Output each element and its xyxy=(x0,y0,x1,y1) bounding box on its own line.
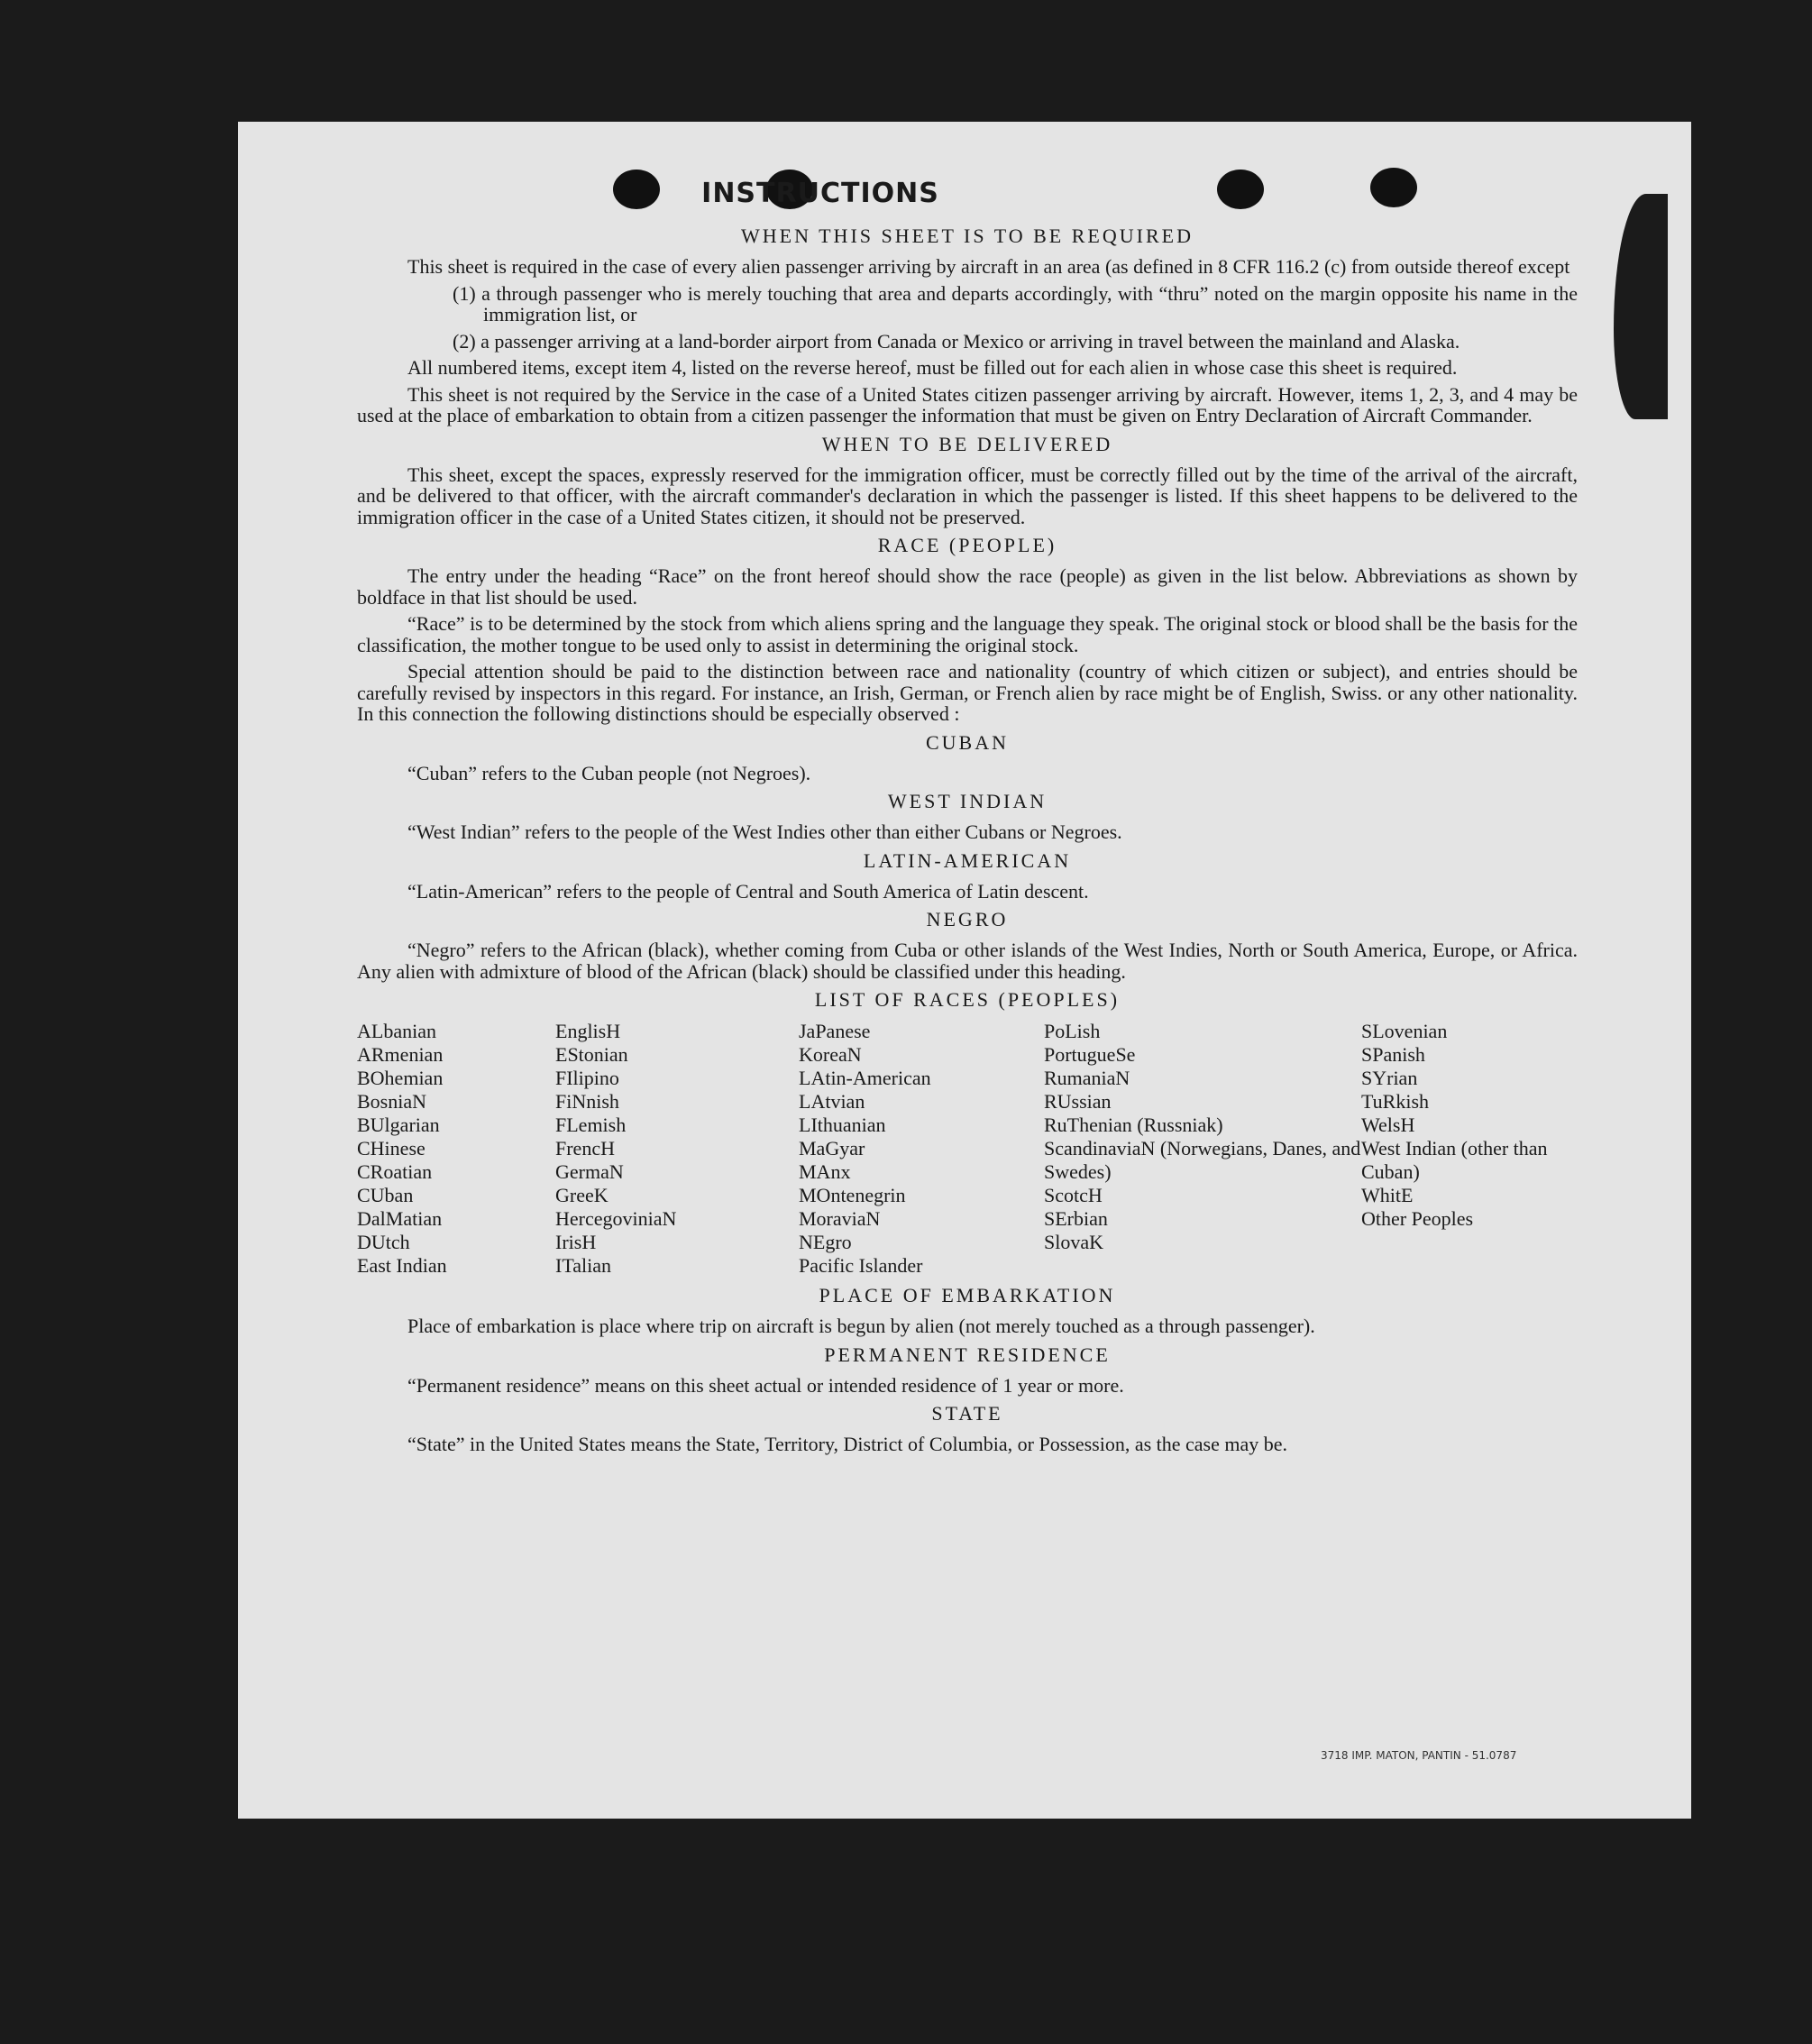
race-entry: TuRkish xyxy=(1361,1090,1430,1113)
race-entry: PortugueSe xyxy=(1044,1043,1136,1066)
race-entry: BOhemian xyxy=(357,1067,444,1089)
race-entry: WhitE xyxy=(1361,1184,1414,1206)
race-entry: IrisH xyxy=(555,1231,597,1253)
paragraph: This sheet is not required by the Service in the case of a United States citizen passenger arriving by aircraft. However, items 1, 2, 3, and 4 may be used at the place of embarkation to obtain from a citizen passenger the information that must be given on Entry Declaration of Aircraft Commander. xyxy=(357,382,1578,426)
race-entry: PoLish xyxy=(1044,1020,1101,1042)
race-entry: SlovaK xyxy=(1044,1231,1103,1253)
race-entry: BUlgarian xyxy=(357,1114,440,1136)
race-entry: FiNnish xyxy=(555,1090,619,1113)
races-table xyxy=(357,1020,1578,1278)
instructions-body xyxy=(357,218,1578,1461)
race-entry: ITalian xyxy=(555,1254,611,1277)
race-entry: RUssian xyxy=(1044,1090,1112,1113)
race-entry: LIthuanian xyxy=(799,1114,886,1136)
race-entry: RuThenian (Russniak) xyxy=(1044,1114,1223,1136)
race-entry: CUban xyxy=(357,1184,414,1206)
race-entry: LAtvian xyxy=(799,1090,865,1113)
heading-west-indian: WEST INDIAN xyxy=(887,790,1048,812)
race-entry: FIlipino xyxy=(555,1067,619,1089)
races-column xyxy=(1361,1020,1578,1278)
paragraph: “Latin-American” refers to the people of Central and South America of Latin descent. xyxy=(407,879,1089,903)
heading-cuban: CUBAN xyxy=(925,730,1009,754)
heading-when-delivered: WHEN TO BE DELIVERED xyxy=(821,432,1113,455)
paragraph: All numbered items, except item 4, listed on the reverse hereof, must be filled out for each alien in whose case this sheet is required. xyxy=(407,356,1458,379)
race-entry: DalMatian xyxy=(357,1207,443,1230)
race-entry: WelsH xyxy=(1361,1114,1415,1136)
paragraph: “Cuban” refers to the Cuban people (not Negroes). xyxy=(407,761,811,784)
race-entry: HercegoviniaN xyxy=(555,1207,677,1230)
race-entry: FLemish xyxy=(555,1114,627,1136)
race-entry: CHinese xyxy=(357,1137,426,1159)
paragraph: “Permanent residence” means on this sheet actual or intended residence of 1 year or more. xyxy=(407,1373,1124,1397)
race-entry: MoraviaN xyxy=(799,1207,881,1230)
race-entry: DUtch xyxy=(357,1231,410,1253)
races-column xyxy=(555,1020,799,1278)
race-entry: East Indian xyxy=(357,1254,447,1277)
race-entry: EnglisH xyxy=(555,1020,621,1042)
paragraph: Place of embarkation is place where trip on aircraft is begun by alien (not merely touched as a through passenger). xyxy=(407,1315,1315,1337)
heading-race: RACE (PEOPLE) xyxy=(877,534,1057,556)
races-column xyxy=(357,1020,555,1278)
race-entry: FrencH xyxy=(555,1137,615,1159)
heading-state: STATE xyxy=(931,1402,1003,1425)
race-entry: GermaN xyxy=(555,1160,624,1183)
heading-when-required: WHEN THIS SHEET IS TO BE REQUIRED xyxy=(741,225,1194,247)
heading-negro: NEGRO xyxy=(926,908,1009,930)
paragraph: This sheet, except the spaces, expressly reserved for the immigration officer, must be correctly filled out by the time of the arrival of the aircraft, and be delivered to that officer, with the aircraft commander's declaration in which the passenger is listed. If this sheet happens to be delivered to the immigration officer in the case of a United States citizen, it should not be preserved. xyxy=(357,463,1578,528)
paragraph: “State” in the United States means the State, Territory, District of Columbia, or Possession, as the case may be. xyxy=(407,1433,1288,1455)
paragraph: This sheet is required in the case of every alien passenger arriving by aircraft in an area (as defined in 8 CFR 116.2 (c) from outside thereof except xyxy=(407,255,1570,278)
race-entry: SLovenian xyxy=(1361,1020,1448,1042)
race-entry: NEgro xyxy=(799,1231,852,1253)
heading-list-of-races: LIST OF RACES (PEOPLES) xyxy=(814,988,1121,1011)
list-item: (1) a through passenger who is merely touching that area and departs accordingly, with “thru” noted on the margin opposite his name in the immigration list, or xyxy=(453,281,1578,325)
heading-latin-american: LATIN-AMERICAN xyxy=(863,848,1072,872)
race-entry: Other Peoples xyxy=(1361,1207,1474,1230)
race-entry: LAtin-American xyxy=(799,1067,931,1089)
race-entry: SPanish xyxy=(1361,1043,1425,1066)
paragraph: “West Indian” refers to the people of the West Indies other than either Cubans or Negroes. xyxy=(407,820,1122,843)
heading-embarkation: PLACE OF EMBARKATION xyxy=(819,1284,1116,1306)
punch-hole xyxy=(1370,168,1417,207)
race-entry: BosniaN xyxy=(357,1090,426,1113)
race-entry: GreeK xyxy=(555,1184,609,1206)
punch-hole xyxy=(1217,170,1264,209)
race-entry: ALbanian xyxy=(357,1020,436,1042)
race-entry: KoreaN xyxy=(799,1043,862,1066)
races-column xyxy=(799,1020,1044,1278)
race-entry: MAnx xyxy=(799,1160,851,1183)
paragraph: Special attention should be paid to the distinction between race and nationality (country of which citizen or subject), and entries should be carefully revised by inspectors in this regard. For instance, an Irish, German, or French alien by race might be of English, Swiss. or any other nationality. In this connection the following distinctions should be especially observed : xyxy=(357,660,1578,725)
printer-imprint: 3718 IMP. MATON, PANTIN - 51.0787 xyxy=(1321,1749,1517,1762)
list-item: (2) a passenger arriving at a land-border airport from Canada or Mexico or arriving in travel between the mainland and Alaska. xyxy=(453,329,1460,353)
race-entry: SErbian xyxy=(1044,1207,1108,1230)
race-entry: MaGyar xyxy=(799,1137,865,1159)
race-entry: CRoatian xyxy=(357,1160,433,1183)
race-entry: RumaniaN xyxy=(1044,1067,1130,1089)
paragraph: The entry under the heading “Race” on the front hereof should show the race (people) as given in the list below. Abbreviations as shown by boldface in that list should be used. xyxy=(357,564,1578,609)
race-entry: JaPanese xyxy=(799,1020,871,1042)
paragraph: “Negro” refers to the African (black), whether coming from Cuba or other islands of the West Indies, North or South America, Europe, or Africa. Any alien with admixture of blood of the African (black) should be classified under this heading. xyxy=(357,939,1578,983)
heading-residence: PERMANENT RESIDENCE xyxy=(824,1343,1111,1366)
race-entry: ScandinaviaN (Norwegians, Danes, and Swedes) xyxy=(1044,1137,1361,1183)
paragraph: “Race” is to be determined by the stock from which aliens spring and the language they speak. The original stock or blood shall be the basis for the classification, the mother tongue to be used only to assist in determining the original stock. xyxy=(357,612,1578,656)
race-entry: EStonian xyxy=(555,1043,628,1066)
race-entry: SYrian xyxy=(1361,1067,1418,1089)
race-entry: ARmenian xyxy=(357,1043,444,1066)
page-title: INSTRUCTIONS xyxy=(701,178,939,209)
races-column xyxy=(1044,1020,1361,1278)
race-entry: Pacific Islander xyxy=(799,1254,923,1277)
race-entry: ScotcH xyxy=(1044,1184,1103,1206)
race-entry: West Indian (other than Cuban) xyxy=(1361,1137,1548,1183)
race-entry: MOntenegrin xyxy=(799,1184,906,1206)
